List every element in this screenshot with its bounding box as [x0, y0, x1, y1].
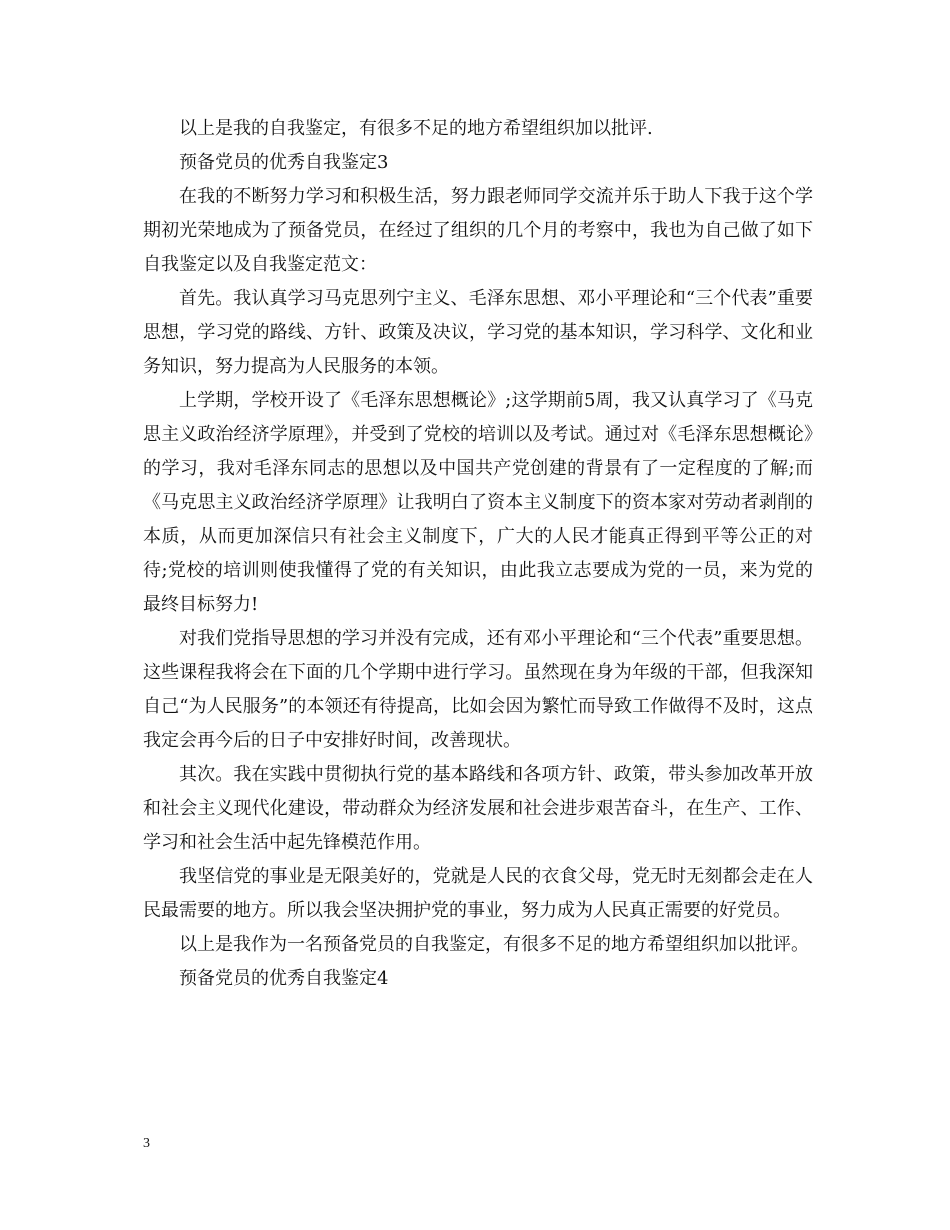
paragraph-belief: 我坚信党的事业是无限美好的，党就是人民的衣食父母，党无时无刻都会走在人民最需要的地方。所以我会坚决拥护党的事业，努力成为人民真正需要的好党员。	[143, 866, 813, 921]
document-body	[143, 112, 813, 996]
section-heading-4: 预备党员的优秀自我鉴定4	[179, 968, 389, 989]
paragraph-first: 首先。我认真学习马克思列宁主义、毛泽东思想、邓小平理论和“三个代表”重要思想，学习党的路线、方针、政策及决议，学习党的基本知识，学习科学、文化和业务知识，努力提高为人民服务的本领。	[143, 288, 813, 377]
paragraph-second: 其次。我在实践中贯彻执行党的基本路线和各项方针、政策，带头参加改革开放和社会主义现代化建设，带动群众为经济发展和社会进步艰苦奋斗，在生产、工作、学习和社会生活中起先锋模范作用。	[143, 764, 813, 853]
page-number: 3	[143, 1136, 150, 1151]
paragraph-intro: 在我的不断努力学习和积极生活，努力跟老师同学交流并乐于助人下我于这个学期初光荣地成为了预备党员，在经过了组织的几个月的考察中，我也为自己做了如下自我鉴定以及自我鉴定范文：	[143, 186, 813, 275]
section-heading-3: 预备党员的优秀自我鉴定3	[179, 152, 389, 173]
paragraph-courses: 上学期，学校开设了《毛泽东思想概论》;这学期前5周，我又认真学习了《马克思主义政治经济学原理》，并受到了党校的培训以及考试。通过对《毛泽东思想概论》的学习，我对毛泽东同志的思想以及中国共产党创建的背景有了一定程度的了解;而《马克思主义政治经济学原理》让我明白了资本主义制度下的资本家对劳动者剥削的本质，从而更加深信只有社会主义制度下，广大的人民才能真正得到平等公正的对待;党校的培训则使我懂得了党的有关知识，由此我立志要成为党的一员，来为党的最终目标努力!	[143, 390, 813, 615]
paragraph-closing-remark: 以上是我的自我鉴定，有很多不足的地方希望组织加以批评.	[179, 118, 653, 139]
paragraph-study-plan: 对我们党指导思想的学习并没有完成，还有邓小平理论和“三个代表”重要思想。这些课程我将会在下面的几个学期中进行学习。虽然现在身为年级的干部，但我深知自己“为人民服务”的本领还有待提高，比如会因为繁忙而导致工作做得不及时，这点我定会再今后的日子中安排好时间，改善现状。	[143, 628, 813, 751]
paragraph-conclusion: 以上是我作为一名预备党员的自我鉴定，有很多不足的地方希望组织加以批评。	[179, 934, 809, 955]
